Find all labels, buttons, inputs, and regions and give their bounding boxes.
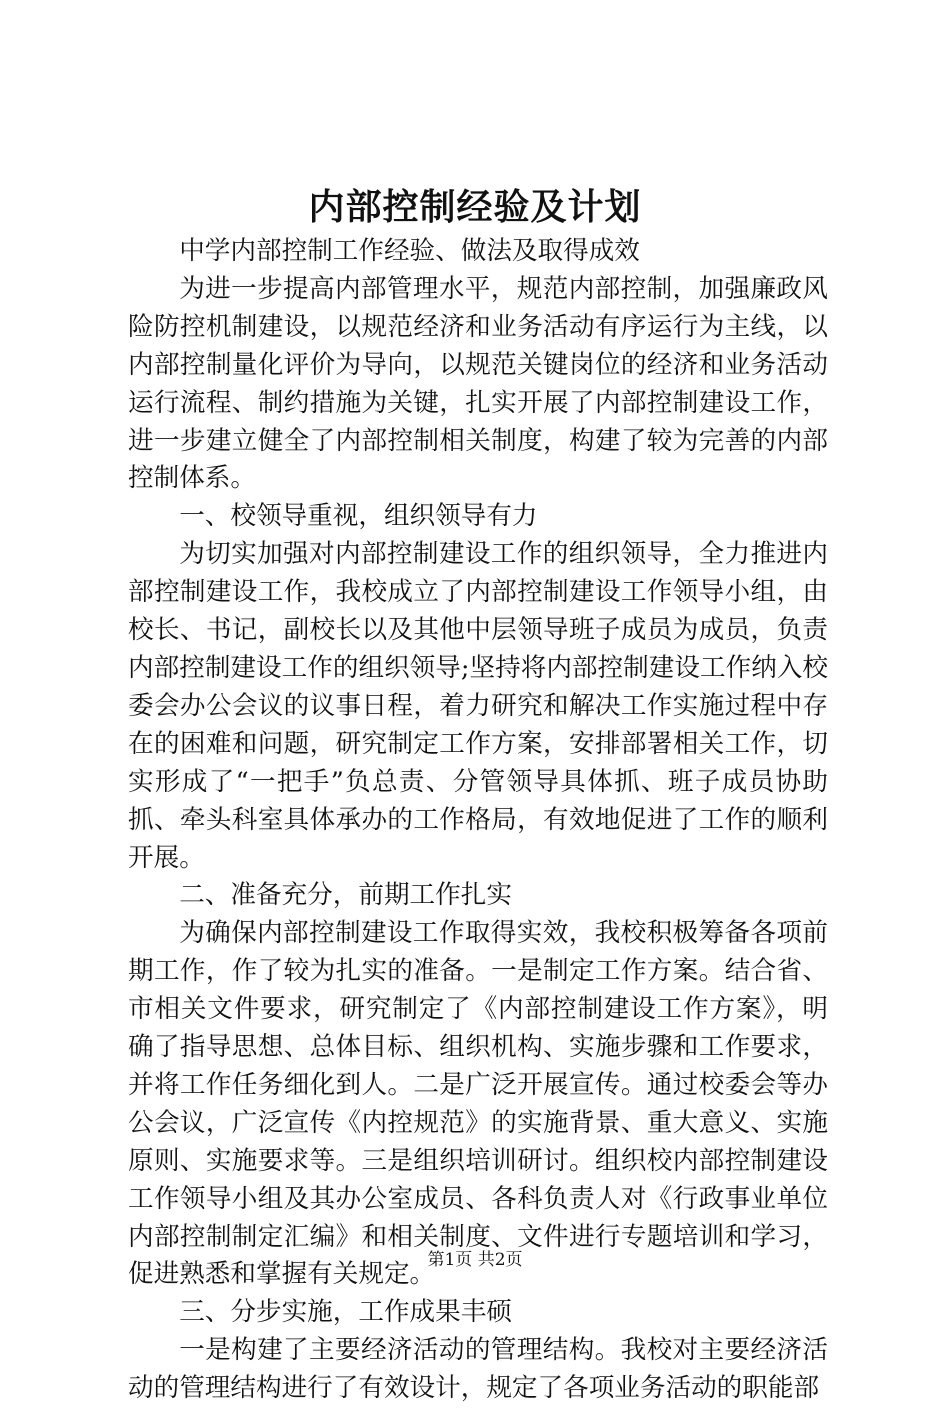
intro-paragraph: 为进一步提高内部管理水平，规范内部控制，加强廉政风险防控机制建设，以规范经济和业务活动有序运行为主线，以内部控制量化评价为导向，以规范关键岗位的经济和业务活动运行流程、制约措施为关键，扎实开展了内部控制建设工作，进一步建立健全了内部控制相关制度，构建了较为完善的内部控制体系。 bbox=[128, 273, 828, 494]
section-1-paragraph: 为切实加强对内部控制建设工作的组织领导，全力推进内部控制建设工作，我校成立了内部控制建设工作领导小组，由校长、书记，副校长以及其他中层领导班子成员为成员，负责内部控制建设工作的组织领导;坚持将内部控制建设工作纳入校委会办公会议的议事日程，着力研究和解决工作实施过程中存在的困难和问题，研究制定工作方案，安排部署相关工作，切实形成了“一把手”负总责、分管领导具体抓、班子成员协助抓、牵头科室具体承办的工作格局，有效地促进了工作的顺利开展。 bbox=[128, 539, 828, 873]
section-3-paragraph: 一是构建了主要经济活动的管理结构。我校对主要经济活动的管理结构进行了有效设计，规定了各项业务活动的职能部 bbox=[128, 1335, 828, 1404]
page-footer: 第1页 共2页 bbox=[427, 1250, 523, 1270]
document-body bbox=[128, 233, 828, 1408]
section-heading-3: 三、分步实施，工作成果丰硕 bbox=[179, 1297, 512, 1328]
document-title: 内部控制经验及计划 bbox=[308, 186, 642, 228]
section-heading-2: 二、准备充分，前期工作扎实 bbox=[179, 880, 512, 911]
section-heading-1: 一、校领导重视，组织领导有力 bbox=[179, 501, 538, 532]
section-2-paragraph: 为确保内部控制建设工作取得实效，我校积极筹备各项前期工作，作了较为扎实的准备。一是制定工作方案。结合省、市相关文件要求，研究制定了《内部控制建设工作方案》，明确了指导思想、总体目标、组织机构、实施步骤和工作要求，并将工作任务细化到人。二是广泛开展宣传。通过校委会等办公会议，广泛宣传《内控规范》的实施背景、重大意义、实施原则、实施要求等。三是组织培训研讨。组织校内部控制建设工作领导小组及其办公室成员、各科负责人对《行政事业单位内部控制制定汇编》和相关制度、文件进行专题培训和学习，促进熟悉和掌握有关规定。 bbox=[128, 918, 828, 1290]
subtitle-paragraph: 中学内部控制工作经验、做法及取得成效 bbox=[179, 236, 640, 266]
